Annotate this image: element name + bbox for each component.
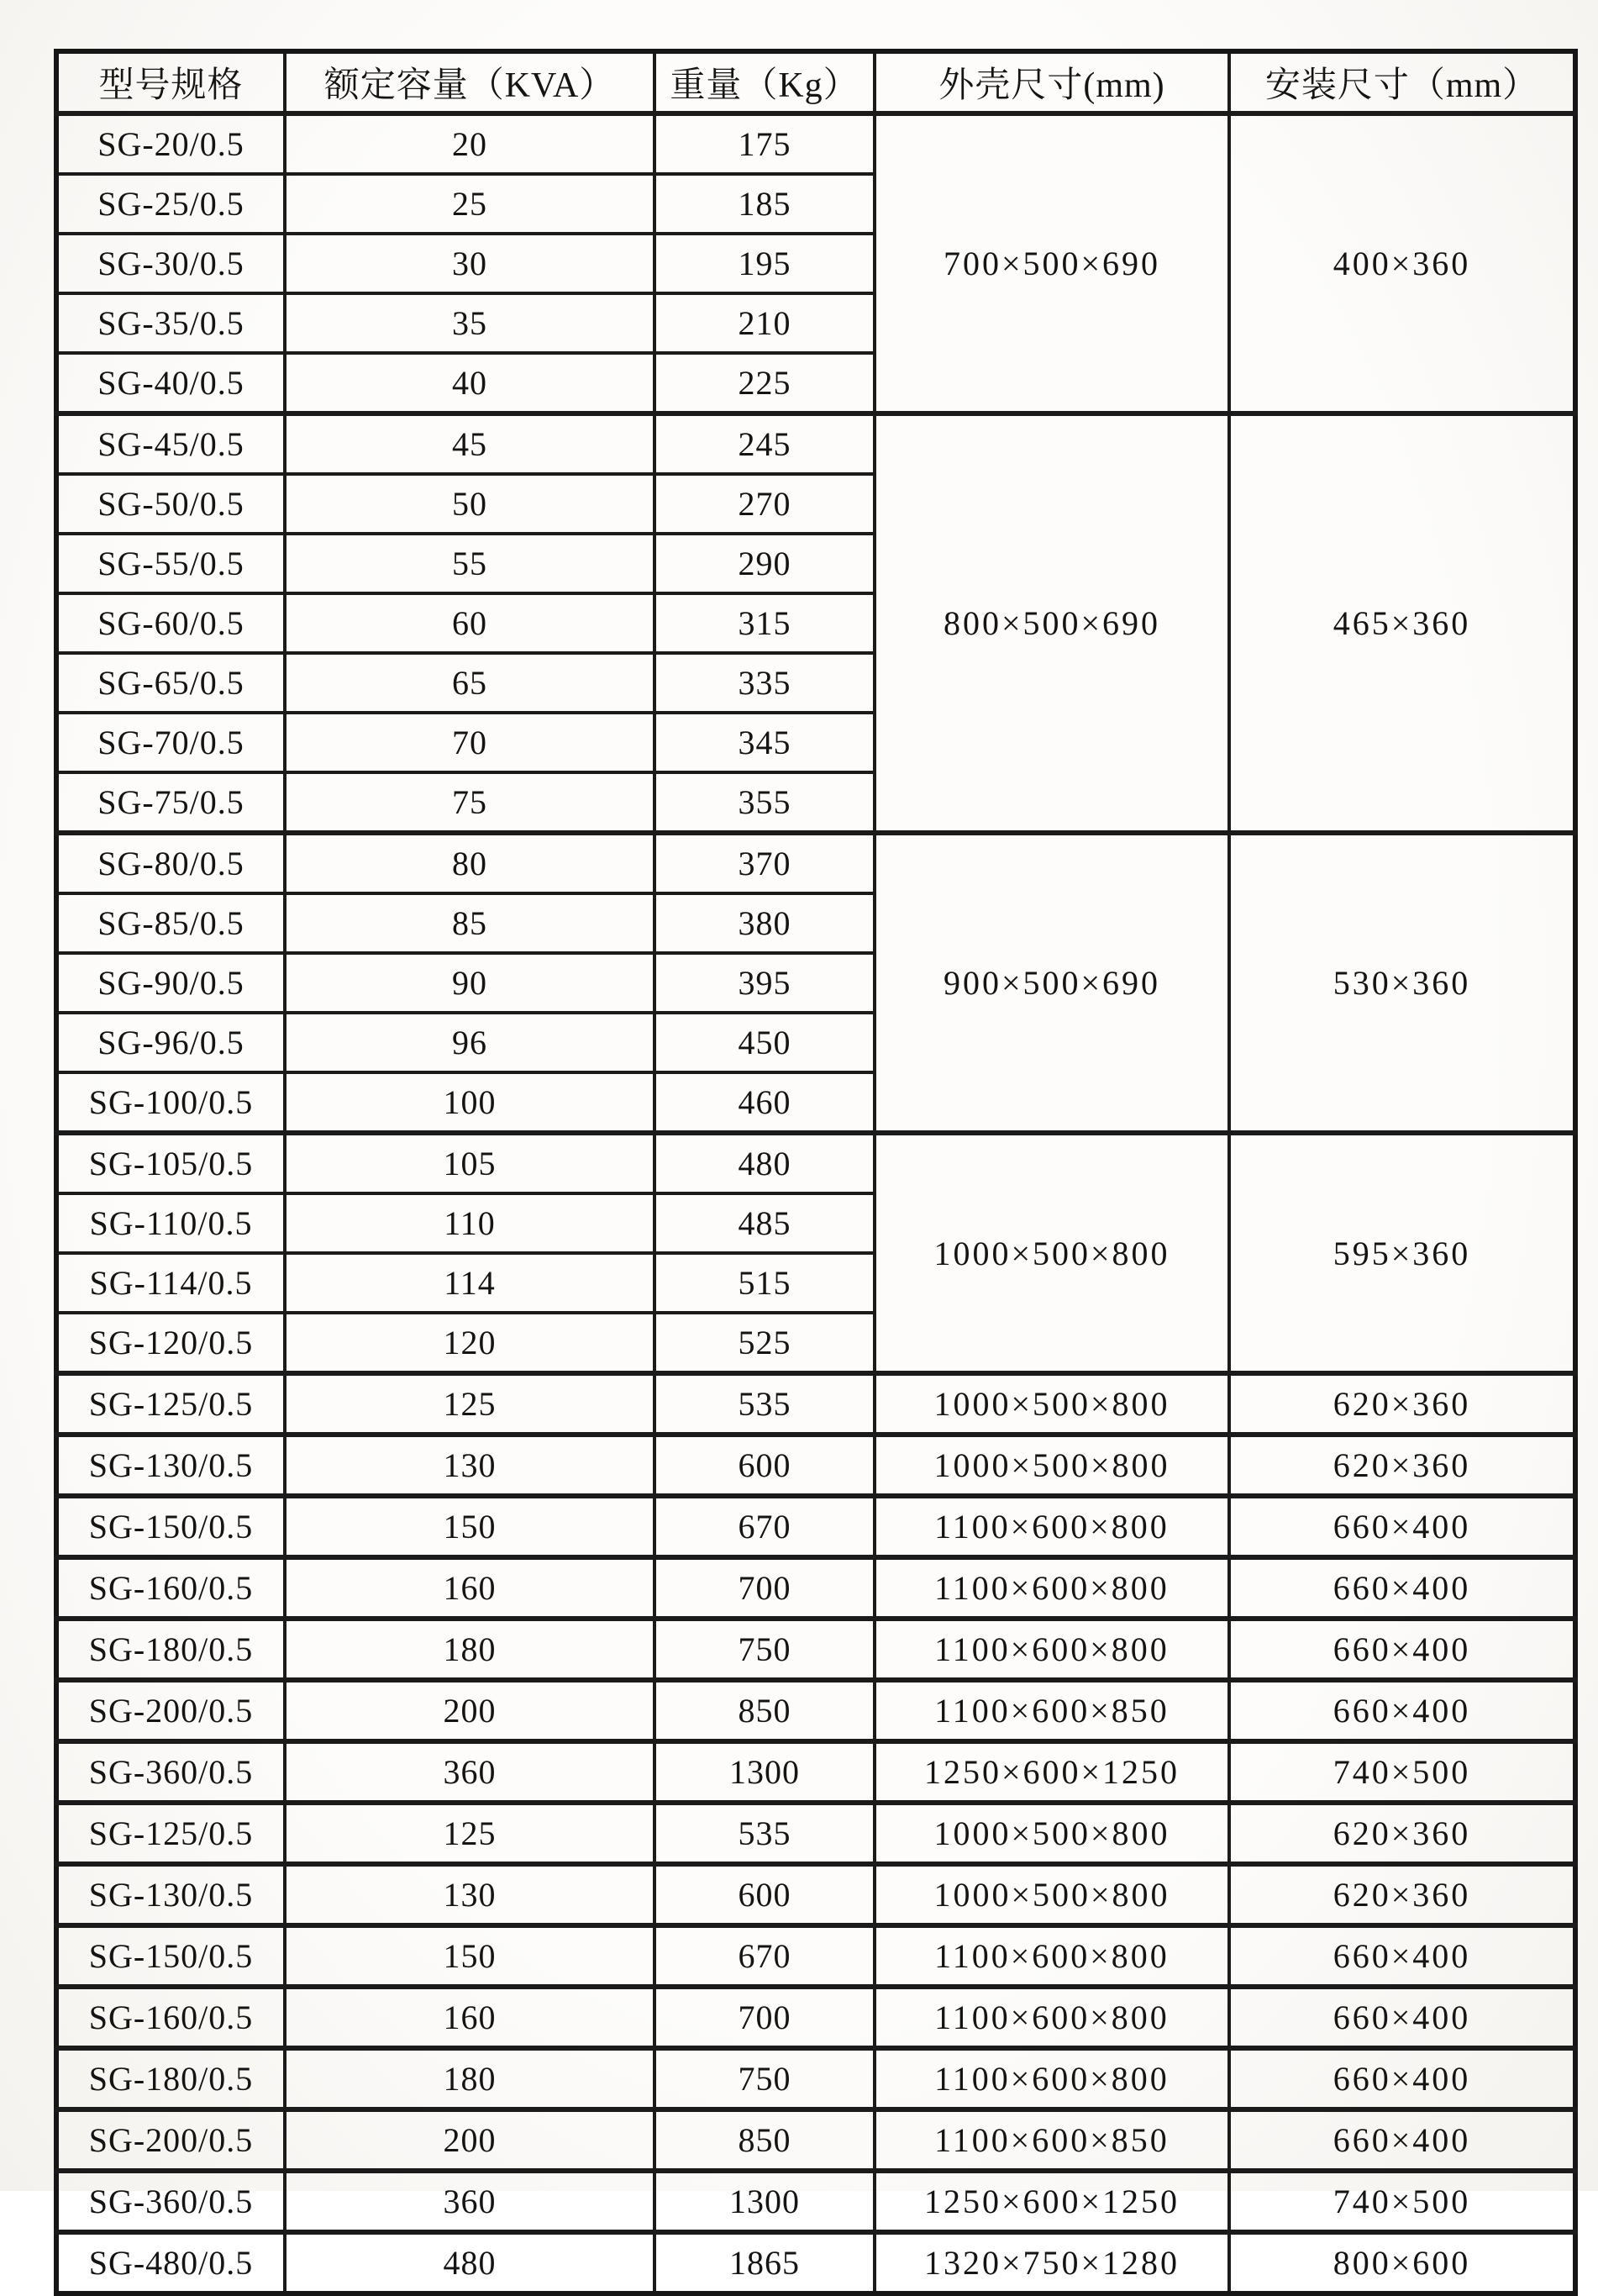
weight-cell: 700 <box>654 1557 875 1619</box>
weight-cell: 515 <box>654 1253 875 1313</box>
install-size-cell: 660×400 <box>1229 1680 1575 1741</box>
model-cell: SG-75/0.5 <box>56 772 285 833</box>
weight-cell: 245 <box>654 413 875 474</box>
weight-cell: 185 <box>654 174 875 234</box>
weight-cell: 315 <box>654 593 875 653</box>
model-cell: SG-60/0.5 <box>56 593 285 653</box>
capacity-cell: 180 <box>285 1619 654 1680</box>
model-cell: SG-35/0.5 <box>56 293 285 353</box>
table-row <box>56 1741 1575 1803</box>
weight-cell: 700 <box>654 1987 875 2048</box>
capacity-cell: 90 <box>285 953 654 1013</box>
weight-cell: 355 <box>654 772 875 833</box>
capacity-cell: 80 <box>285 833 654 893</box>
capacity-cell: 30 <box>285 234 654 293</box>
model-cell: SG-50/0.5 <box>56 474 285 534</box>
weight-cell: 535 <box>654 1373 875 1435</box>
model-cell: SG-80/0.5 <box>56 833 285 893</box>
model-cell: SG-200/0.5 <box>56 2109 285 2171</box>
install-size-cell: 620×360 <box>1229 1864 1575 1925</box>
capacity-cell: 125 <box>285 1803 654 1864</box>
model-cell: SG-160/0.5 <box>56 1987 285 2048</box>
model-cell: SG-125/0.5 <box>56 1803 285 1864</box>
model-cell: SG-200/0.5 <box>56 1680 285 1741</box>
capacity-cell: 120 <box>285 1313 654 1373</box>
header-row <box>56 51 1575 113</box>
model-cell: SG-70/0.5 <box>56 713 285 772</box>
weight-cell: 450 <box>654 1013 875 1072</box>
install-size-cell: 620×360 <box>1229 1435 1575 1496</box>
model-cell: SG-125/0.5 <box>56 1373 285 1435</box>
weight-cell: 600 <box>654 1435 875 1496</box>
model-cell: SG-55/0.5 <box>56 534 285 593</box>
capacity-cell: 60 <box>285 593 654 653</box>
model-cell: SG-180/0.5 <box>56 1619 285 1680</box>
weight-cell: 670 <box>654 1496 875 1557</box>
capacity-cell: 40 <box>285 353 654 413</box>
capacity-cell: 110 <box>285 1193 654 1253</box>
model-cell: SG-360/0.5 <box>56 1741 285 1803</box>
model-cell: SG-45/0.5 <box>56 413 285 474</box>
model-cell: SG-90/0.5 <box>56 953 285 1013</box>
weight-cell: 1865 <box>654 2232 875 2293</box>
table-row <box>56 1864 1575 1925</box>
shell-size-cell: 800×500×690 <box>875 413 1229 833</box>
weight-cell: 335 <box>654 653 875 713</box>
shell-size-cell: 1100×600×800 <box>875 1619 1229 1680</box>
model-cell: SG-130/0.5 <box>56 1864 285 1925</box>
capacity-cell: 20 <box>285 113 654 174</box>
model-cell: SG-110/0.5 <box>56 1193 285 1253</box>
weight-cell: 750 <box>654 1619 875 1680</box>
install-size-cell: 740×500 <box>1229 1741 1575 1803</box>
header-weight: 重量（Kg） <box>654 51 875 113</box>
model-cell: SG-160/0.5 <box>56 1557 285 1619</box>
capacity-cell: 75 <box>285 772 654 833</box>
table-row <box>56 2109 1575 2171</box>
model-cell: SG-30/0.5 <box>56 234 285 293</box>
capacity-cell: 105 <box>285 1133 654 1193</box>
capacity-cell: 200 <box>285 1680 654 1741</box>
table-body <box>56 113 1575 2293</box>
shell-size-cell: 700×500×690 <box>875 113 1229 413</box>
weight-cell: 535 <box>654 1803 875 1864</box>
table-row <box>56 2048 1575 2109</box>
capacity-cell: 70 <box>285 713 654 772</box>
install-size-cell: 660×400 <box>1229 1925 1575 1987</box>
capacity-cell: 360 <box>285 1741 654 1803</box>
shell-size-cell: 1250×600×1250 <box>875 2171 1229 2232</box>
capacity-cell: 130 <box>285 1435 654 1496</box>
model-cell: SG-96/0.5 <box>56 1013 285 1072</box>
table-row <box>56 833 1575 893</box>
weight-cell: 210 <box>654 293 875 353</box>
model-cell: SG-25/0.5 <box>56 174 285 234</box>
shell-size-cell: 1000×500×800 <box>875 1803 1229 1864</box>
transformer-spec-table <box>54 49 1578 2296</box>
weight-cell: 1300 <box>654 1741 875 1803</box>
shell-size-cell: 1100×600×800 <box>875 2048 1229 2109</box>
model-cell: SG-360/0.5 <box>56 2171 285 2232</box>
capacity-cell: 125 <box>285 1373 654 1435</box>
install-size-cell: 660×400 <box>1229 2048 1575 2109</box>
weight-cell: 345 <box>654 713 875 772</box>
install-size-cell: 465×360 <box>1229 413 1575 833</box>
header-model-spec: 型号规格 <box>56 51 285 113</box>
install-size-cell: 660×400 <box>1229 1987 1575 2048</box>
shell-size-cell: 1000×500×800 <box>875 1133 1229 1373</box>
table-row <box>56 1987 1575 2048</box>
header-install-size: 安装尺寸（mm） <box>1229 51 1575 113</box>
shell-size-cell: 1100×600×800 <box>875 1987 1229 2048</box>
model-cell: SG-114/0.5 <box>56 1253 285 1313</box>
weight-cell: 460 <box>654 1072 875 1133</box>
capacity-cell: 96 <box>285 1013 654 1072</box>
model-cell: SG-480/0.5 <box>56 2232 285 2293</box>
weight-cell: 370 <box>654 833 875 893</box>
weight-cell: 290 <box>654 534 875 593</box>
capacity-cell: 360 <box>285 2171 654 2232</box>
capacity-cell: 160 <box>285 1557 654 1619</box>
install-size-cell: 620×360 <box>1229 1803 1575 1864</box>
model-cell: SG-120/0.5 <box>56 1313 285 1373</box>
weight-cell: 600 <box>654 1864 875 1925</box>
capacity-cell: 160 <box>285 1987 654 2048</box>
capacity-cell: 55 <box>285 534 654 593</box>
table-row <box>56 113 1575 174</box>
capacity-cell: 35 <box>285 293 654 353</box>
table-row <box>56 1557 1575 1619</box>
model-cell: SG-100/0.5 <box>56 1072 285 1133</box>
model-cell: SG-150/0.5 <box>56 1925 285 1987</box>
table-row <box>56 2232 1575 2293</box>
table-row <box>56 1680 1575 1741</box>
capacity-cell: 130 <box>285 1864 654 1925</box>
model-cell: SG-150/0.5 <box>56 1496 285 1557</box>
capacity-cell: 100 <box>285 1072 654 1133</box>
capacity-cell: 65 <box>285 653 654 713</box>
weight-cell: 225 <box>654 353 875 413</box>
install-size-cell: 660×400 <box>1229 1557 1575 1619</box>
weight-cell: 380 <box>654 893 875 953</box>
install-size-cell: 740×500 <box>1229 2171 1575 2232</box>
capacity-cell: 85 <box>285 893 654 953</box>
capacity-cell: 180 <box>285 2048 654 2109</box>
shell-size-cell: 1000×500×800 <box>875 1373 1229 1435</box>
table-row <box>56 1619 1575 1680</box>
model-cell: SG-105/0.5 <box>56 1133 285 1193</box>
capacity-cell: 150 <box>285 1496 654 1557</box>
model-cell: SG-130/0.5 <box>56 1435 285 1496</box>
table-header <box>56 51 1575 113</box>
header-shell-size: 外壳尺寸(mm) <box>875 51 1229 113</box>
shell-size-cell: 1100×600×800 <box>875 1557 1229 1619</box>
weight-cell: 750 <box>654 2048 875 2109</box>
shell-size-cell: 1000×500×800 <box>875 1864 1229 1925</box>
weight-cell: 270 <box>654 474 875 534</box>
capacity-cell: 150 <box>285 1925 654 1987</box>
install-size-cell: 660×400 <box>1229 1619 1575 1680</box>
table-row <box>56 1133 1575 1193</box>
install-size-cell: 530×360 <box>1229 833 1575 1133</box>
install-size-cell: 660×400 <box>1229 2109 1575 2171</box>
model-cell: SG-20/0.5 <box>56 113 285 174</box>
table-row <box>56 1925 1575 1987</box>
weight-cell: 395 <box>654 953 875 1013</box>
install-size-cell: 595×360 <box>1229 1133 1575 1373</box>
shell-size-cell: 1320×750×1280 <box>875 2232 1229 2293</box>
model-cell: SG-40/0.5 <box>56 353 285 413</box>
install-size-cell: 620×360 <box>1229 1373 1575 1435</box>
capacity-cell: 114 <box>285 1253 654 1313</box>
shell-size-cell: 1100×600×850 <box>875 2109 1229 2171</box>
table-row <box>56 413 1575 474</box>
weight-cell: 850 <box>654 2109 875 2171</box>
capacity-cell: 480 <box>285 2232 654 2293</box>
shell-size-cell: 1100×600×800 <box>875 1496 1229 1557</box>
table-row <box>56 2171 1575 2232</box>
shell-size-cell: 1100×600×850 <box>875 1680 1229 1741</box>
model-cell: SG-65/0.5 <box>56 653 285 713</box>
table-row <box>56 1803 1575 1864</box>
shell-size-cell: 1100×600×800 <box>875 1925 1229 1987</box>
weight-cell: 525 <box>654 1313 875 1373</box>
table-row <box>56 1496 1575 1557</box>
weight-cell: 485 <box>654 1193 875 1253</box>
header-rated-capacity: 额定容量（KVA） <box>285 51 654 113</box>
weight-cell: 670 <box>654 1925 875 1987</box>
weight-cell: 480 <box>654 1133 875 1193</box>
shell-size-cell: 1000×500×800 <box>875 1435 1229 1496</box>
table-row <box>56 1435 1575 1496</box>
shell-size-cell: 900×500×690 <box>875 833 1229 1133</box>
shell-size-cell: 1250×600×1250 <box>875 1741 1229 1803</box>
model-cell: SG-85/0.5 <box>56 893 285 953</box>
install-size-cell: 660×400 <box>1229 1496 1575 1557</box>
capacity-cell: 25 <box>285 174 654 234</box>
weight-cell: 1300 <box>654 2171 875 2232</box>
weight-cell: 850 <box>654 1680 875 1741</box>
table-row <box>56 1373 1575 1435</box>
install-size-cell: 400×360 <box>1229 113 1575 413</box>
weight-cell: 195 <box>654 234 875 293</box>
capacity-cell: 50 <box>285 474 654 534</box>
capacity-cell: 200 <box>285 2109 654 2171</box>
weight-cell: 175 <box>654 113 875 174</box>
capacity-cell: 45 <box>285 413 654 474</box>
model-cell: SG-180/0.5 <box>56 2048 285 2109</box>
install-size-cell: 800×600 <box>1229 2232 1575 2293</box>
